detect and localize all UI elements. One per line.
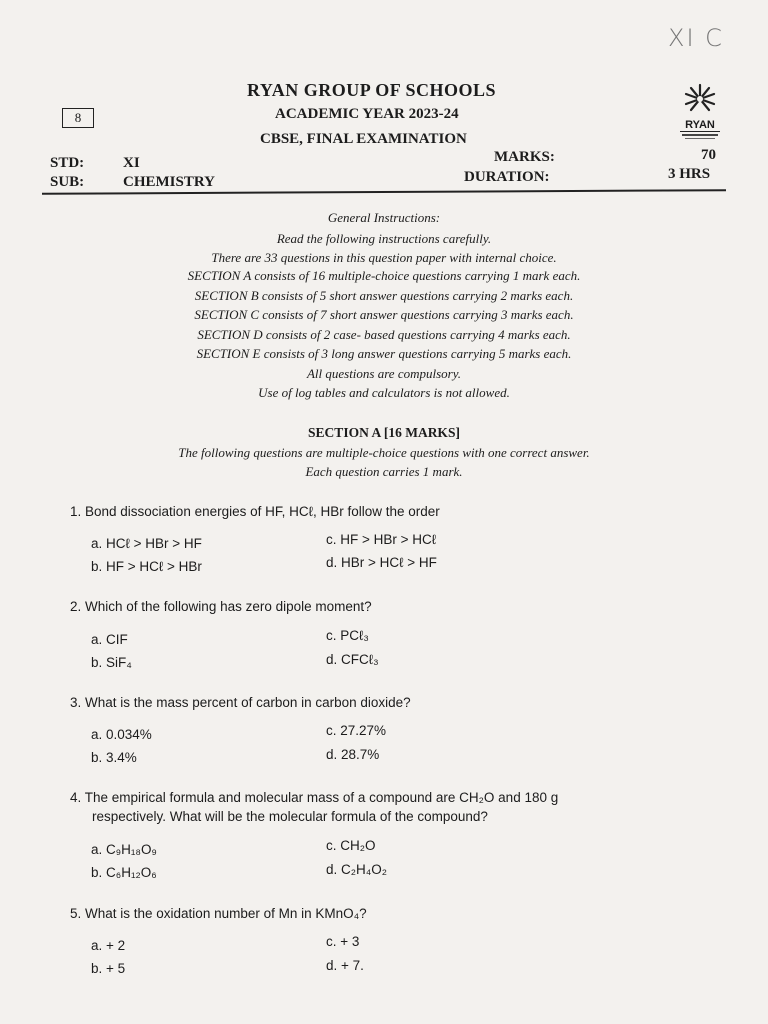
option-d: d. CFCℓ₃ <box>326 652 379 667</box>
option-c: c. HF > HBr > HCℓ <box>326 532 437 547</box>
option-d: d. + 7. <box>326 958 364 973</box>
instruction-line: All questions are compulsory. <box>306 366 462 381</box>
std-label: STD: <box>50 155 85 171</box>
instruction-line: SECTION B consists of 5 short answer questions carrying 2 marks each. <box>194 288 574 303</box>
question-text: 4. The empirical formula and molecular mass of a compound are CH₂O and 180 g <box>70 790 559 805</box>
sun-icon <box>680 82 720 116</box>
section-a-line1: The following questions are multiple-choice questions with one correct answer. <box>178 445 590 460</box>
duration-label: DURATION: <box>464 169 550 185</box>
option-b: b. SiF₄ <box>91 655 132 670</box>
instruction-line: SECTION D consists of 2 case- based questions carrying 4 marks each. <box>197 327 571 342</box>
question-text-cont: respectively. What will be the molecular formula of the compound? <box>92 809 488 824</box>
instruction-line: SECTION E consists of 3 long answer questions carrying 5 marks each. <box>196 346 572 361</box>
sub-label: SUB: <box>50 174 85 190</box>
option-b: b. HF > HCℓ > HBr <box>91 559 202 574</box>
std-value: XI <box>123 155 140 171</box>
option-a: a. 0.034% <box>91 727 152 742</box>
option-b: b. + 5 <box>91 961 126 976</box>
section-a-title: SECTION A [16 MARKS] <box>308 425 460 440</box>
instruction-line: Use of log tables and calculators is not allowed. <box>258 385 510 400</box>
instruction-line: There are 33 questions in this question paper with internal choice. <box>211 250 557 265</box>
school-name: RYAN GROUP OF SCHOOLS <box>247 80 497 100</box>
question-text: 2. Which of the following has zero dipole moment? <box>70 599 372 614</box>
instruction-line: SECTION A consists of 16 multiple-choice questions carrying 1 mark each. <box>187 268 581 283</box>
academic-year: ACADEMIC YEAR 2023-24 <box>275 106 459 122</box>
sub-value: CHEMISTRY <box>123 174 215 190</box>
question-text: 1. Bond dissociation energies of HF, HCℓ, HBr follow the order <box>70 504 440 519</box>
option-a: a. C₉H₁₈O₉ <box>91 842 157 857</box>
instructions-title: General Instructions: <box>327 210 441 225</box>
option-a: a. CIF <box>91 632 128 647</box>
duration-value: 3 HRS <box>668 166 711 182</box>
option-c: c. PCℓ₃ <box>326 628 369 643</box>
option-b: b. C₆H₁₂O₆ <box>91 865 157 880</box>
logo-text: RYAN <box>680 119 720 132</box>
section-a-line2: Each question carries 1 mark. <box>305 464 463 479</box>
option-d: d. HBr > HCℓ > HF <box>326 555 437 570</box>
option-d: d. C₂H₄O₂ <box>326 862 388 877</box>
question-text: 5. What is the oxidation number of Mn in KMnO₄? <box>70 906 367 921</box>
exam-title: CBSE, FINAL EXAMINATION <box>260 131 467 147</box>
instruction-line: SECTION C consists of 7 short answer questions carrying 3 marks each. <box>194 307 574 322</box>
option-a: a. + 2 <box>91 938 126 953</box>
marks-value: 70 <box>701 147 716 163</box>
option-c: c. + 3 <box>326 934 360 949</box>
page-number: 8 <box>62 108 94 128</box>
option-c: c. 27.27% <box>326 723 387 738</box>
handwritten-note: XI C <box>668 24 724 52</box>
school-logo <box>680 82 724 139</box>
option-d: d. 28.7% <box>326 747 380 762</box>
option-a: a. HCℓ > HBr > HF <box>91 536 202 551</box>
question-text: 3. What is the mass percent of carbon in carbon dioxide? <box>70 695 411 710</box>
instruction-line: Read the following instructions carefully. <box>276 231 492 246</box>
option-c: c. CH₂O <box>326 838 376 853</box>
option-b: b. 3.4% <box>91 750 137 765</box>
marks-label: MARKS: <box>494 149 555 165</box>
